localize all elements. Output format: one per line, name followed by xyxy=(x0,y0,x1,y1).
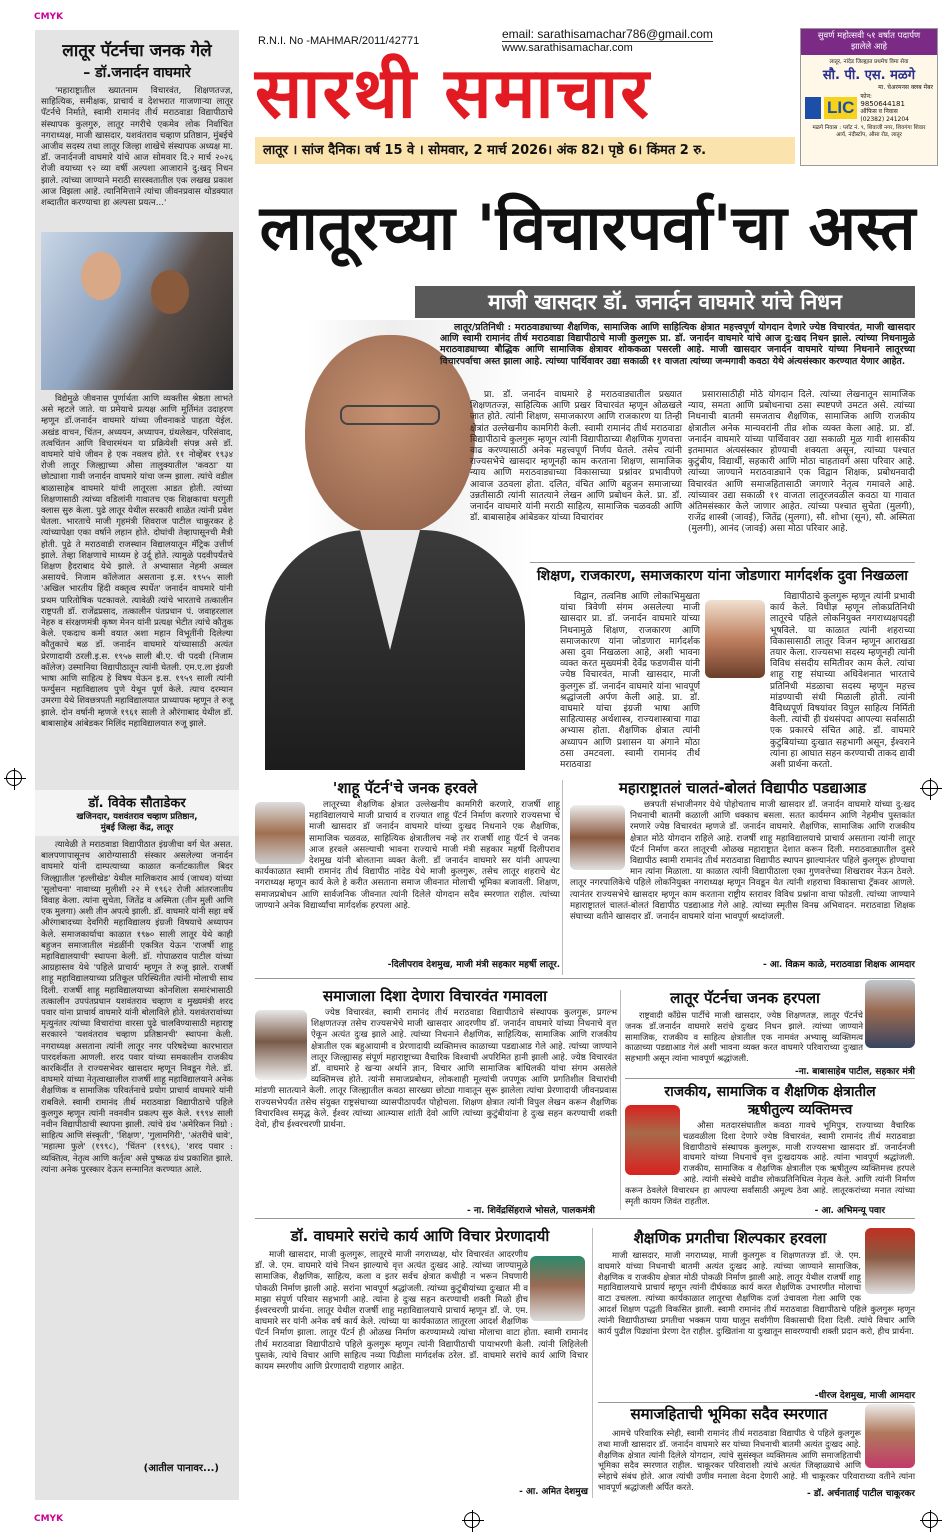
article-byline: -धीरज देशमुख, माजी आमदार xyxy=(814,1391,915,1401)
article-headline: शैक्षणिक प्रगतीचा शिल्पकार हरवला xyxy=(633,1229,827,1247)
author-name: डॉ. विवेक सौताडेकर xyxy=(88,796,186,811)
article-body: लातूरच्या शैक्षणिक क्षेत्रात उल्लेखनीय कामगिरी करणारे, राजर्षी शाहू महाविद्यालयाचे माजी प्राचार्य व राज्यात शाहू पॅटर्न निर्माण करणारे राज्यसभा चे माजी खासदार डॉ जनार्दन वाघमारे यांच्या दुःखद निधनाने एक शैक्षणिक, सामाजिक चळवळ, साहित्यिक क्षेत्रातीलच नव्हे तर राजर्षी शाहू पॅटर्न चे जनक आज हरवले असल्याची भावना राज्याचे माजी मंत्री सहकार महर्षी दिलीपराव देशमुख यांनी बोलताना व्यक्त केली. डॉ जनार्दन वाघमारे सर यांनी आपल्या कार्यकाळात स्वामी रामानंद तीर्थ विद्यापीठ नांदेड येथे माजी कुलगुरू, तसेच लातूर शहराचे थेट नगराध्यक्ष म्हणून कार्य केले हे करीत असताना समाज जीवनात मोलाची भूमिका बजावली. शिक्षण, समाजप्रबोधन आणि सार्वजनिक जीवनात त्यांनी दिलेले योगदान सदैव स्मरणात राहील. त्यांच्या जाण्याने अनेक विद्यार्थ्यांचा मार्गदर्शक हरपला आहे. xyxy=(255,800,560,911)
photo-babasaheb-patil xyxy=(865,980,915,1048)
article-headline: शिक्षण, राजकारण, समाजकारण यांना जोडणारा मार्गदर्शक दुवा निखळला xyxy=(537,568,908,584)
article-byline: - ना. शिवेंद्रसिंहराजे भोसले, पालकमंत्री xyxy=(467,1206,595,1216)
registration-mark-icon xyxy=(6,770,22,786)
article-headline: लातूर पॅटर्नचा जनक हरपला xyxy=(670,989,820,1007)
left-bio-continued: त्यावेळी ते मराठवाडा विद्यापीठात इंग्रजीचा वर्ग घेत असत. बालपणापासूनच आरोग्यासाठी संस्कार असलेल्या जनार्दन वाघमारे यांनी दाम्पत्याच्या काळात कर्नाटकातील बिदर जिल्ह्यातील 'हल्लीखेड' येथील मालिकराव आर्य (जाधव) यांच्या 'सुलोचना' नावाच्या मुलीशी २२ मे १९६२ रोजी आंतरजातीय विवाह केला. त्यांना सुचेता, जितेंद्र व अस्मिता (तीन मुली आणि एक मुलगा) अशी तीन अपत्ये झाली. डॉ. वाघमारे यांनी सहा वर्षे औरंगाबादच्या देवगिरी महाविद्यालय इंग्रजी विषयाचे अध्यापन केले. समाजकार्याचा काळात १९७० साली लातूर येथे काही बहुजन समाजातील मंडळींनी एकत्रित येऊन 'राजर्षी शाहू महाविद्यालयाची' स्थापना केली. डॉ. गोपाळराव पाटील यांच्या आग्रहास्तव येथे 'पहिले प्राचार्य' म्हणून ते रुजू झाले. राजर्षी शाहू महाविद्यालयाच्या प्रतिकूल परिस्थितीत त्यांनी मोलाची साथ दिली. राजर्षी शाहू महाविद्यालयाच्या कोनशिला समारंभासाठी तत्कालीन उपपंतप्रधान यशवंतराव चव्हाण व मुख्यमंत्री शरद पवार यांना प्राचार्य वाघमारे यांनी बोलाविले होते. यशवंतरावांच्या मृत्युनंतर त्यांच्या विचारांचा वारसा पुढे चालविण्यासाठी महाराष्ट्र सरकारने 'यशवंतराव चव्हाण प्रतिष्ठानची' स्थापना केली. नगराध्यक्ष असताना त्यांनी लातूर नगर परिषदेच्या कारभारात पारदर्शकता आणली. शरद पवार यांच्या समकालीन राजकीय कारकिर्दीत ते राज्यसभेवर खासदार म्हणून निवडून गेले. डॉ. वाघमारे यांच्या नेतृत्वाखालील राजर्षी शाहू महाविद्यालयाने अनेक शैक्षणिक व सामाजिक परिवर्तनाचे प्रयोग प्राचार्य वाघमारे यांनी राबविले. स्वामी रामानंद तीर्थ मराठवाडा विद्यापीठाचे पहिले कुलगुरु म्हणून त्यांनी नवनवीन प्रकल्प सुरु केले. १९९४ साली नवीन विद्यापीठाची स्थापना झाली. त्यांचे ग्रंथ 'अमेरिकन निग्रो : साहित्य आणि संस्कृती', 'शिक्षण', 'गुलामगिरी', 'अंतरीचे धावे', 'महात्मा फुले' (१९९८), 'चिंतन' (१९९६), 'शरद पवार : व्यक्तित्व, नेतृत्व आणि कर्तृत्व' असे पुष्कळ ग्रंथ प्रकाशित झाले. त्यांना अनेक पुरस्कार देऊन सन्मानित करण्यात आले. xyxy=(41,840,233,1175)
dateline-bar: लातूर । सांज दैनिक। वर्ष 15 वे । सोमवार, 2 मार्च 2026। अंक 82। पृष्ठे 6। किंमत 2 रु. xyxy=(255,137,795,164)
article-byline: - आ. अभिमन्यू पवार xyxy=(814,1206,885,1216)
main-banner: माजी खासदार डॉ. जनार्दन वाघमारे यांचे निधन xyxy=(415,286,915,318)
main-story-col2: प्रसारासाठीही मोठे योगदान दिले. त्यांच्या लेखनातून सामाजिक न्याय, समता आणि प्रबोधनाचा ठसा स्पष्टपणे उमटत असे. त्यांच्या निधनाची बातमी समजताच शैक्षणिक, सामाजिक आणि राजकीय क्षेत्रातील अनेक मान्यवरांनी तीव्र शोक व्यक्त केला आहे. प्रा. डॉ. जनार्दन वाघमारे यांच्या पार्थिवावर उद्या सकाळी मूळ गावी शासकीय इतमामात अंत्यसंस्कार होण्याची शक्यता असून, त्यांच्या पश्चात कुटुंबीय, विद्यार्थी, सहकारी आणि मोठा चाहतावर्ग असा परिवार आहे. त्यांच्या जाण्याने मराठवाड्याने एक विद्वान शिक्षक, प्रबोधनवादी विचारवंत आणि समाजहितासाठी जगणारे नेतृत्व गमावले आहे. त्यांच्यावर उद्या सकाळी ११ वाजता लातूरजवळील कवठा या गावात अंतिमसंस्कार केले जाणार आहेत. त्यांच्या पश्चात सुचेता (मुलगी), राजेंद्र शास्त्री (जावई), जितेंद्र (मुलगा), सौ. शोभा (सून), सौ. अस्मिता (मुलगी), आनंद (जावई) असा मोठा परिवार आहे. xyxy=(688,390,915,535)
photo-chief-minister xyxy=(705,600,765,678)
article-body: राष्ट्रवादी कॉंग्रेस पार्टीचे माजी खासदार, ज्येष्ठ शिक्षणतज्ञ, लातूर पॅटर्नचे जनक डॉ.जनार्दन वाघमारे सरांचे दुःखद निधन झाले. त्यांच्या जाण्याने सामाजिक, राजकीय व साहित्य क्षेत्रातील एक नामवंत अभ्यासू व्यक्तिमत्व काळाच्या पडद्याआड गेलं अशी भावना व्यक्त करत वाघमारे परिवाराच्या दुःखात सहभागी असून त्यांना भावपूर्ण श्रद्धांजली. xyxy=(625,1010,863,1064)
article-body: ज्येष्ठ विचारवंत, स्वामी रामानंद तीर्थ मराठवाडा विद्यापीठाचे संस्थापक कुलगुरू, प्रगल्भ शिक्षणतज्ज्ञ तसेच राज्यसभेचे माजी खासदार आदरणीय डॉ. जनार्दन वाघमारे यांच्या निधनाचे वृत्त ऐकून अत्यंत दुःख झाले आहे. त्यांच्या निधनाने शैक्षणिक, साहित्यिक, सामाजिक आणि राजकीय क्षेत्रातील एक बहुआयामी व प्रेरणादायी व्यक्तिमत्त्व काळाच्या पडद्याआड गेले आहे. त्यांच्या जाण्याने लातूर जिल्ह्यासह संपूर्ण महाराष्ट्राच्या वैचारिक विश्वाची अपरिमित हानी झाली आहे. ज्येष्ठ विचारवंत डॉ. वाघमारे हे खऱ्या अर्थाने ज्ञान, विचार आणि सामाजिक बांधिलकी यांचा संगम असलेले व्यक्तिमत्त्व होते. त्यांनी समाजप्रबोधन, लोकशाही मूल्यांची जपणूक आणि प्रगतिशील विचारांची मांडणी सातत्याने केली. लातूर जिल्ह्यातील कवठा सारख्या छोट्या गावातून सुरू झालेला त्यांचा प्रेरणादायी जीवनप्रवास राज्यसभेपर्यंत तसेच संयुक्त राष्ट्रसंघाच्या व्यासपीठापर्यंत पोहोचला. शिक्षण क्षेत्रात त्यांनी विपुल लेखन करून शैक्षणिक विचारविश्व समृद्ध केले. ईश्वर त्यांच्या आत्म्यास शांती देवो आणि त्यांच्या कुटुंबीयांना हे दुःख सहन करण्याची शक्ती देवो, हीच ईश्वरचरणी प्रार्थना. xyxy=(255,1008,617,1131)
article-byline: -ना. बाबासाहेब पाटील, सहकार मंत्री xyxy=(794,1067,915,1077)
registration-mark-icon xyxy=(464,1512,480,1528)
registration-mark-icon xyxy=(922,1512,938,1528)
article-headline: राजकीय, सामाजिक व शैक्षणिक क्षेत्रातील xyxy=(664,1084,876,1100)
rni-number: R.N.I. No -MAHMAR/2011/42771 xyxy=(258,35,420,47)
article-byline: - डॉ. अर्चनाताई पाटील चाकूरकर xyxy=(807,1489,915,1499)
article-headline: डॉ. वाघमारे सरांचे कार्य आणि विचार प्रेरणादायी xyxy=(290,1227,550,1245)
ad-office-phone: (02382) 241204 xyxy=(860,115,909,123)
article-body: माजी खासदार, माजी नगराध्यक्ष, माजी कुलगुरू व शिक्षणतज्ज्ञ डॉ. जे. एम. वाघमारे यांच्या निधनाची बातमी अत्यंत दुःखद आहे. त्यांच्या जाण्याने सामाजिक, शैक्षणिक व राजकीय क्षेत्रात मोठी पोकळी निर्माण झाली आहे. लातूर येथील राजर्षी शाहू महाविद्यालयाचे प्राचार्य म्हणून त्यांनी दीर्घकाळ कार्य करत शैक्षणिक उभारणीत मोलाचा वाटा उचलला. त्यांच्या कार्यकाळात लातूरचा शैक्षणिक दर्जा उंचावला गेला आणि एक आदर्श शिक्षण पद्धती विकसित झाली. स्वामी रामानंद तीर्थ मराठवाडा विद्यापीठाचे पहिले कुलगुरू म्हणून त्यांनी विद्यापीठाच्या प्रगतीचा भक्कम पाया घालून सर्वांगीण विकासाची दिशा दिली. त्यांचे विचार आणि कार्य पुढील पिढ्यांना प्रेरणा देत राहील. दुःखितांना या दुःखातून सावरण्याची शक्ती प्रदान करो, हीच प्रार्थना. xyxy=(598,1250,915,1336)
cmyk-mark-bottom: CMYK xyxy=(34,1514,64,1524)
article-headline: 'शाहू पॅटर्न'चे जनक हरवले xyxy=(332,779,478,797)
left-subtitle: – डॉ.जनार्दन वाघमारे xyxy=(83,65,191,81)
lic-agent-ad xyxy=(800,28,938,166)
ad-line: लातूर, नांदेड जिल्ह्यात प्रथमेच विमा सेवा xyxy=(829,59,909,65)
article-headline: समाजाला दिशा देणारा विचारवंत गमावला xyxy=(323,987,547,1005)
article-byline: -दिलीपराव देशमुख, माजी मंत्री सहकार महर्षी लातूर. xyxy=(387,960,560,970)
author-role: खजिनदार, यशवंतराव चव्हाण प्रतिष्ठान, xyxy=(76,812,198,822)
article-body: माजी खासदार, माजी कुलगुरू, लातूरचे माजी नगराध्यक्ष, थोर विचारवंत आदरणीय डॉ. जे. एम. वाघमारे यांचे निधन झाल्याचे वृत्त अत्यंत दुःखद आहे. त्यांच्या जाण्यामुळे सामाजिक, शैक्षणिक, साहित्य, कला व इतर सर्वच क्षेत्रात कधीही न भरून निघणारी पोकळी निर्माण झाली आहे. सरांना भावपूर्ण श्रद्धांजली. त्यांच्या कुटुंबीयांच्या दुःखात मी व माझा संपूर्ण परिवार सहभागी आहे. त्यांना हे दुःख सहन करण्याची शक्ती मिळो हीच ईश्वरचरणी प्रार्थना. लातूर येथील राजर्षी शाहू महाविद्यालयाचे प्राचार्य म्हणून डॉ. जे. एम. वाघमारे सर यांनी अनेक वर्ष कार्य केले. त्यांच्या या कार्यकाळात लातूरला आदर्श शैक्षणिक पॅटर्न निर्माण झाला. लातूर पॅटर्न ही ओळख निर्माण करण्यामध्ये त्यांचा मोलाचा वाटा होता. स्वामी रामानंद तीर्थ मराठवाडा विद्यापीठाचे पहिले कुलगुरू म्हणून त्यांनी विद्यापीठाची पायाभरणी केली. त्यांनी लिहिलेली पुस्तके, त्यांचे विचार आणि साहित्य नव्या पिढीला मार्गदर्शक ठरेल. डॉ. वाघमारे सरांचे कार्य आणि विचार कायम स्मरणीय आणि प्रेरणादायी राहणार आहेत. xyxy=(255,1250,588,1373)
article-body-continued: विद्यापीठाचे कुलगुरू म्हणून त्यांनी प्रभावी कार्य केले. विधीज्ञ म्हणून लोकप्रतिनिधी लातूरचे पहिले लोकनियुक्त नगराध्यक्षपदही भूषविले. या काळात त्यांनी शहराच्या विकासासाठी लातूर विजन म्हणून आराखडा तयार केला. राज्यसभा सदस्य म्हणूनही त्यांनी विविध संसदीय समितीवर काम केले. त्यांचा शाहू राष्ट्र संघाच्या अधिवेशनात भारताचे प्रतिनिधी मंडळाचा सदस्य म्हणून महत्त्व मांडण्याची संधी मिळाली होती. त्यांनी वैविध्यपूर्ण विषयांवर विपुल साहित्य निर्मिती केली. त्यांची ही ग्रंथसंपदा आपल्या सर्वासाठी एक प्रकारचे संचित आहे. डॉ. वाघमारे कुटुंबियांच्या दुःखात सहभागी असून, ईश्वराने त्यांना हा आघात सहन करण्याची ताकद द्यावी अशी प्रार्थना करतो. xyxy=(770,592,915,771)
left-intro: 'महाराष्ट्रातील ख्यातनाम विचारवंत, शिक्षणतज्ज्ञ, साहित्यिक, समीक्षक, प्राचार्य व देशभरात गाजणाऱ्या लातूर पॅटर्नचे निर्माते, स्वामी रामानंद तीर्थ मराठवाडा विद्यापीठाचे संस्थापक कुलगुरु, लातूर नगरीचे एकमेव लोक निर्वाचित नगराध्यक्ष, माजी खासदार, यशवंतराव चव्हाण प्रतिष्ठान, मुंबईचे आजीव सदस्य तथा लातूर जिल्हा शाखेचे संस्थापक अध्यक्ष मा. डॉ. जनार्दनजी वाघमारे यांचे आज सोमवार दि.२ मार्च २०२६ रोजी वयाच्या ९२ व्या वर्षी अल्पशा आजाराने दु:खद् निधन झाले. त्यांच्या जाण्याने मराठी सारस्वतातील एक लखख प्रकाश आज विझला आहे. त्यानिमित्ताने त्यांचा जीवनप्रवास थोडक्यात शब्दातीत करण्याचा हा अल्पसा प्रयत्न...' xyxy=(41,86,233,209)
newspaper-logo: सारथी समाचार xyxy=(255,52,651,134)
ad-role: मा. चेअरमनस क्लब मेंबर xyxy=(878,84,933,91)
author-box xyxy=(35,790,239,836)
ad-banner: सुवर्ण महोत्सवी ५१ वर्षात पदार्पण झालेले आहे xyxy=(801,29,937,55)
article-body: औसा मतदारसंघातील कवठा गावचे भूमिपुत्र, राज्याच्या वैचारिक चळवळीला दिशा देणारे ज्येष्ठ विचारवंत, स्वामी रामानंद तीर्थ मराठवाडा विद्यापीठाचे संस्थापक कुलगुरू, माजी राज्यसभा खासदार डॉ. जनार्दनजी वाघमारे यांच्या निधनाचे वृत्त दुःखदायक आहे. त्यांना भावपूर्ण श्रद्धांजली. राजकीय, सामाजिक व शैक्षणिक क्षेत्रातील एक ऋषीतुल्य व्यक्तिमत्त्व हरपले आहे. त्यांनी संस्थेचे वाढीव लोकप्रतिनिधित्व नेतृत्व केले. आणि त्यांनी निर्माण करून ठेवलेले विचारधन हा आपल्या सर्वांसाठी अमूल्य ठेवा आहे. लातूरकरांच्या मनात त्यांच्या स्मृती कायम जिवंत राहतील. xyxy=(625,1120,915,1206)
left-bio: विद्येमुळे जीवनास पूर्णार्थता आणि व्यक्तीस श्रेष्ठता लाभते असे म्हटले जाते. या प्रमेयाचे प्रत्यक्ष आणि मूर्तिमंत उदाहरण म्हणून डॉ.जनार्दन वाघमारे यांच्या जीवनाकडे पाहता येईल. अखंड वाचन, चिंतन, अध्ययन, अध्यापन, ग्रंथलेखन, परिसंवाद, तत्वचिंतन आणि विचारमंथन या प्रक्रियेशी संपन्न असे डॉ. वाघमारे यांचे जीवन हे एक नवलच होते. ११ नोव्हेंबर १९३४ रोजी लातूर जिल्ह्याच्या औसा तालुक्यातील 'कवठा' या छोट्याशा गावी जनार्दन वाघमारे यांचा जन्म झाला. त्यांचे वडील बाळासाहेब वाघमारे यांची लातूरला आडत होती. त्यांच्या शिक्षणासाठी त्यांच्या वडिलांनी गावातच एक शिक्षकाचा घरगुती क्लास सुरु केला. पुढे लातूर येथील सरकारी शाळेत त्यांनी प्रवेश घेतला. भारताचे माजी गृहमंत्री शिवराज पाटील चाकूरकर हे त्यांच्यापेक्षा एका वर्षाने लहान होते. दोघांची तेव्हापासूनची मैत्री होती. पुढे ते मराठवाडी राजस्थान विद्यालयातून मॅट्रिक उत्तीर्ण झाले. तेव्हा शिक्षणाचे माध्यम हे उर्दू होते. त्यामुळे पदवीपर्यंतचे शिक्षण हैदराबाद येथे झाले. ते अभ्यासात नेहमी अव्वल असायचे. निजाम कॉलेजात असताना इ.स. १९५५ साली 'अखिल भारतीय हिंदी वक्तृत्व स्पर्धेत' जनार्दन वाघमारे यांनी प्रथम पारितोषिक पटकावले. त्यावेळी त्यांचे भारताचे तत्कालीन राष्ट्रपती डॉ. राजेंद्रप्रसाद, तत्कालीन पंतप्रधान पं. जवाहरलाल नेहरु व संरक्षणमंत्री कृष्ण मेनन यांनी प्रत्यक्ष भेटीत त्यांचे कौतुक केले. एकदाच कमी वयात अशा महान विभूतींनी दिलेल्या कौतुकाचे बळ डॉ. जनार्दन वाघमारे यांच्यासाठी अत्यंत प्रेरणादायी ठरली.इ.स. १९५७ साली बी.ए. ची पदवी (निजाम कॉलेज) उस्मानिया विद्यापीठातून त्यांनी घेतली. एम.ए.ला इंग्रजी भाषा आणि साहित्य हे विषय घेऊन इ.स. १९५९ साली त्यांनी फर्ग्युसन महाविद्यालय पुणे येथून पूर्ण केले. त्याच दरम्यान उमरगा येथे शिवछत्रपती महाविद्यालयात प्राध्यापक म्हणून ते रुजू झाले. दोन वर्षानी म्हणजे १९६१ साली ते औरंगाबाद येथील डॉ. बाबासाहेब आंबेडकर मिलिंद महाविद्यालयात रुजू झाले. xyxy=(41,394,233,729)
article-body: विद्वान, तत्वनिष्ठ आणि लोकाभिमुखता यांचा त्रिवेणी संगम असलेल्या माजी खासदार प्रा. डॉ. जनार्दन वाघमारे यांच्या निधनामुळे शिक्षण, राजकारण आणि समाजकारण यांना जोडणारा मार्गदर्शक असा दुवा निखळला आहे, अशी भावना व्यक्त करत मुख्यमंत्री देवेंद्र फडणवीस यांनी ज्येष्ठ विचारवंत, माजी खासदार, माजी कुलगुरू डॉ. जनार्दन वाघमारे यांना भावपूर्ण श्रद्धांजली अर्पण केली आहे. प्रा. डॉ. वाघमारे यांचा इंग्रजी भाषा आणि साहित्यासह अर्थशास्त्र, राज्यशास्त्राचा गाढा अभ्यास होता. शैक्षणिक क्षेत्रात त्यांनी अध्यापन आणि प्रशासन या अंगाने मोठा ठसा उमटवला. स्वामी रामानंद तीर्थ मराठवाडा xyxy=(560,592,700,771)
ad-phone-label: फोन: xyxy=(860,93,872,100)
cmyk-mark-top: CMYK xyxy=(34,12,64,22)
author-role: मुंबई जिल्हा केंद्र, लातूर xyxy=(100,823,174,833)
email[interactable]: email: sarathisamachar786@gmail.com xyxy=(502,27,713,41)
photo-waghmare-with-colleague xyxy=(41,232,233,390)
continued-link[interactable]: (आतील पानावर...) xyxy=(143,1463,219,1474)
left-column xyxy=(35,30,239,1500)
ad-office-label: ऑफिस व निवास xyxy=(860,108,898,115)
lic-logo-icon xyxy=(805,97,821,119)
article-byline: - आ. अमित देशमुख xyxy=(519,1487,588,1497)
ad-address: मळगे निवास : प्लॉट नं. ९, शिवाजी नगर, शिवगंगा शिवार आर्य, नंदीस्टॉप, औसा रोड, लातूर xyxy=(812,125,926,138)
article-headline: महाराष्ट्रातलं चालतं-बोलतं विद्यापीठ पडद्याआड xyxy=(618,779,867,797)
website-link[interactable]: www.sarathisamachar.com xyxy=(502,42,633,54)
article-body: छत्रपती संभाजीनगर येथे पोहोचताच माजी खासदार डॉ. जनार्दन वाघमारे यांच्या दु:खद निधनाची बातमी कळाली आणि धक्काच बसला. सतत कार्यमग्न आणि नेहमीच पुस्तकांत रमणारे ज्येष्ठ विचारवंत म्हणजे डॉ. जनार्दन वाघमारे. शैक्षणिक, सामाजिक आणि राजकीय क्षेत्रात मोठे योगदान राहिले आहे. राजर्षी शाहू महाविद्यालयाचे प्राचार्य असताना त्यांनी लातूर पॅटर्न निर्माण करत लातूरची ओळख महाराष्ट्रात देशात करून दिली. मराठवाड्यातील दुसरे विद्यापीठ स्वामी रामानंद तीर्थ मराठवाडा विद्यापीठ स्थापन झाल्यानंतर पहिले कुलगुरू होण्याचा मान त्यांना मिळाला. या काळात त्यांनी विद्यापीठाला एका गुणवत्तेच्या शिखरावर नेऊन ठेवले. लातूर नगरपालिकेचे पहिले लोकनियुक्त नगराध्यक्ष म्हणून निवडून येत त्यांनी शहराचा विकासाचा ट्रॅकवर आणले. त्यानंतर राज्यसभेचे खासदार म्हणून काम करताना राष्ट्रीय स्तरावर विविध प्रश्नांना वाचा फोडली. त्यांच्या जाण्याने महाराष्ट्रातलं चालतं-बोलतं विद्यापीठ पडद्याआड गेले आहे. त्यांच्या स्मृतीस विनम्र अभिवादन. मराठवाडा शिक्षक संघाच्या वतीने खासदार डॉ. जनार्दन वाघमारे यांना भावपूर्ण श्रध्दांजली. xyxy=(570,800,915,923)
article-byline: - आ. विक्रम काळे, मराठवाडा शिक्षक आमदार xyxy=(762,960,915,970)
article-headline-line2: ऋषीतुल्य व्यक्तिमत्त्व xyxy=(747,1102,853,1118)
ad-phone: 9850644181 xyxy=(860,99,905,108)
registration-mark-icon xyxy=(922,780,938,796)
lic-logo: LIC xyxy=(824,97,857,119)
main-story-col1: प्रा. डॉ. जनार्दन वाघमारे हे मराठवाड्यातील प्रख्यात शिक्षणतज्ज्ञ, साहित्यिक आणि प्रखर विचारवंत म्हणून ओळखले जात होते. त्यांनी शिक्षण, समाजकारण आणि राजकारण या तिन्ही क्षेत्रांत उल्लेखनीय कामगिरी केली. स्वामी रामानंद तीर्थ मराठवाडा विद्यापीठाचे कुलगुरू म्हणून त्यांनी विद्यापीठाच्या शैक्षणिक गुणवत्ता वाढ करण्यासाठी अनेक महत्त्वपूर्ण निर्णय घेतले. तसेच त्यांनी राज्यसभेचे खासदार म्हणूनही काम करताना शिक्षण, सामाजिक न्याय आणि मराठवाड्याच्या विकासाच्या प्रश्नांवर प्रभावीपणे आवाज उठवला होता. दलित, वंचित आणि बहुजन समाजाच्या उन्नतीसाठी त्यांनी सातत्याने लेखन आणि प्रबोधन केले. प्रा. डॉ. जनार्दन वाघमारे यांनी मराठी साहित्य, सामाजिक चळवळी आणि डॉ. बाबासाहेब आंबेडकर यांच्या विचारांवर xyxy=(470,390,682,524)
article-headline: समाजहिताची भूमिका सदैव स्मरणात xyxy=(630,1405,828,1423)
main-lead: लातूर/प्रतिनिधी : मराठवाड्याच्या शैक्षणिक, सामाजिक आणि साहित्यिक क्षेत्रात महत्त्वपूर्ण योगदान देणारे ज्येष्ठ विचारवंत, माजी खासदार आणि स्वामी रामानंद तीर्थ मराठवाडा विद्यापीठाचे माजी कुलगुरू प्रा. डॉ. जनार्दन वाघमारे यांचे आज दु:खद निधन झाले. त्यांच्या निधनामुळे मराठवाड्याच्या बौद्धिक आणि सामाजिक क्षेत्रावर शोककळा पसरली आहे. माजी खासदार जनार्दन वाघमारे यांच्या निधनाने लातूरच्या विचारपर्वाचा अस्त झाला आहे. त्यांच्या पार्थिवावर उद्या सकाळी ११ वाजता त्यांच्या जन्मगावी कवठा येथे अंत्यसंस्कार करण्यात येणार आहेत. xyxy=(440,322,915,367)
ad-name: सौ. पी. एस. मळगे xyxy=(822,68,916,83)
main-headline: लातूरच्या 'विचारपर्वा'चा अस्त xyxy=(259,191,916,264)
left-title: लातूर पॅटर्नचा जनक गेले xyxy=(62,41,212,61)
article-body: आमचे परिवारिक स्नेही, स्वामी रामानंद तीर्थ मराठवाडा विद्यापीठ चे पहिले कुलगुरू तथा माजी खासदार डॉ. जनार्दन वाघमारे सर यांच्या निधनाची बातमी अत्यंत दुःखद आहे. शैक्षणिक क्षेत्रात त्यांनी दिलेले योगदान, त्यांचे सुसंस्कृत व्यक्तिमत्व आणि समाजहिताची भूमिका सदैव स्मरणात राहील. चाकूरकर परिवाराशी त्यांचे अत्यंत जिव्हाळ्याचे आणि स्नेहाचे संबंध होते. आज त्यांची उणीव मनाला वेदना देणारी आहे. मी चाकूरकर परिवाराच्या वतीने त्यांना भावपूर्ण श्रद्धांजली अर्पित करते. xyxy=(598,1428,915,1492)
